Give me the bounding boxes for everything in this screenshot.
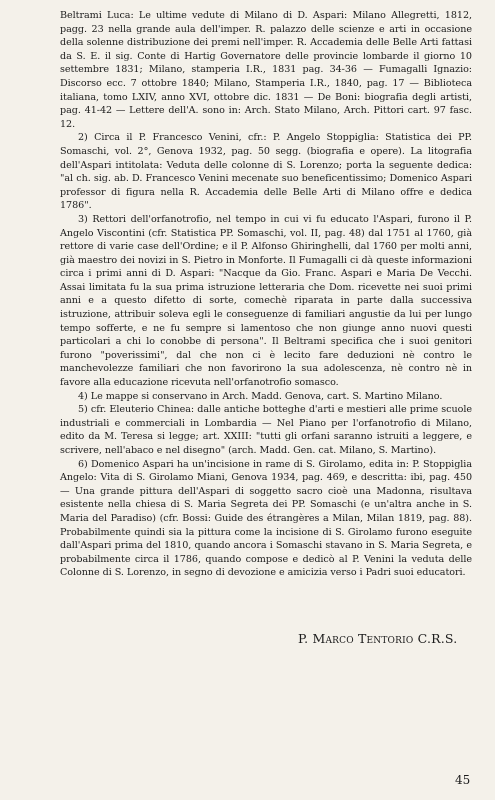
footnote-text: 6) Domenico Aspari ha un'incisione in rame di S. Girolamo, edita in: P. Stoppiglia Angelo: Vita di S. Girolamo Miani, Genova 1934, pag. 469, e descritta: ibi, pag. 450 — Una grande pittura dell'Aspari di soggetto sacro cioè una Madonna, risultava esistente nella chiesa di S. Maria Segreta dei PP. Somaschi (e un'altra anche in S. Maria del Paradiso) (cfr. Bossi: Guide des étrangères a Milan, Milan 1819, pag. 88). Probabilmente quindi sia la pittura come la incisione di S. Girolamo furono eseguite dall'Aspari prima del 1810, quando ancora i Somaschi stavano in S. Maria Segreta, e probabilmente circa il 1786, quando compose e dedicò al P. Venini la veduta delle Colonne di S. Lorenzo, in segno di devozione e amicizia verso i Padri suoi educatori. — [60, 458, 472, 579]
footnote-2 — [60, 131, 472, 213]
footnote-text: 2) Circa il P. Francesco Venini, cfr.: P. Angelo Stoppiglia: Statistica dei PP. Somaschi, vol. 2°, Genova 1932, pag. 50 segg. (biografia e opere). La litografia dell'Aspari intitolata: Veduta delle colonne di S. Lorenzo; porta la seguente dedica: "al ch. sig. ab. D. Francesco Venini mecenate suo beneficentissimo; Domenico Aspari professor di figura nella R. Accademia delle Belle Arti di Milano offre e dedica 1786". — [60, 132, 472, 212]
footnote-4 — [60, 390, 472, 404]
footnote-text: 4) Le mappe si conservano in Arch. Madd. Genova, cart. S. Martino Milano. — [78, 390, 443, 402]
signature-name: Marco Tentorio — [312, 631, 414, 646]
author-signature — [298, 631, 457, 646]
page-number: 45 — [455, 773, 471, 787]
footnotes-block — [60, 9, 472, 580]
footnote-text: 5) cfr. Eleuterio Chinea: dalle antiche botteghe d'arti e mestieri alle prime scuole industriali e commerciali in Lombardia — Nel Piano per l'orfanotrofio di Milano, edito da M. Teresa si legge; art. XXIII: "tutti gli orfani saranno istruiti a leggere, e scrivere, nell'abaco e nel disegno" (arch. Madd. Gen. cat. Milano, S. Martino). — [60, 404, 472, 456]
footnote-text: Beltrami Luca: Le ultime vedute di Milano di D. Aspari: Milano Allegretti, 1812, pagg. 23 nella grande aula dell'imper. R. palazzo delle scienze e arti in occasione della solenne distribuzione dei premi nell'imper. R. Accademia delle Belle Arti fattasi da S. E. il sig. Conte di Hartig Governatore delle provincie lombarde il giorno 10 settembre 1831; Milano, stamperia I.R., 1831 pag. 34-36 — Fumagalli Ignazio: Discorso ecc. 7 ottobre 1840; Milano, Stamperia I.R., 1840, pag. 17 — Biblioteca italiana, tomo LXIV, anno XVI, ottobre dic. 1831 — De Boni: biografia degli artisti, pag. 41-42 — Lettere dell'A. sono in: Arch. Stato Milano, Arch. Pittori cart. 97 fasc. 12. — [60, 10, 472, 130]
signature-order: C.R.S. — [417, 631, 458, 646]
footnote-3 — [60, 213, 472, 390]
footnote-6 — [60, 458, 472, 580]
footnote-text: 3) Rettori dell'orfanotrofio, nel tempo in cui vi fu educato l'Aspari, furono il P. Angelo Viscontini (cfr. Statistica PP. Somaschi, vol. II, pag. 48) dal 1751 al 1760, già rettore di varie case dell'Ordine; e il P. Alfonso Ghiringhelli, dal 1760 per molti anni, già maestro dei novizi in S. Pietro in Monforte. Il Fumagalli ci dà queste informazioni circa i primi anni di D. Aspari: "Nacque da Gio. Franc. Aspari e Maria De Vecchi. Assai limitata fu la sua prima istruzione letteraria che Dom. ricevette nei suoi primi anni e a questo difetto di sorte, comechè riparata in parte dalla successiva istruzione, attribuir soleva egli le conseguenze di familiari angustie da lui per lungo tempo sofferte, e ne fu sempre si lamentoso che non giunge anno nuovi questi particolari a chi lo conobbe di persona". Il Beltrami specifica che i suoi genitori furono "poverissimi", dal che non ci è lecito fare deduzioni nè contro le manchevolezze familiari che non favorirono la sua adolescenza, nè contro nè in favore alla educazione ricevuta nell'orfanotrofio somasco. — [60, 213, 472, 389]
footnote-1-continuation — [60, 9, 472, 131]
signature-initial: P. — [298, 631, 309, 646]
footnote-5 — [60, 403, 472, 457]
